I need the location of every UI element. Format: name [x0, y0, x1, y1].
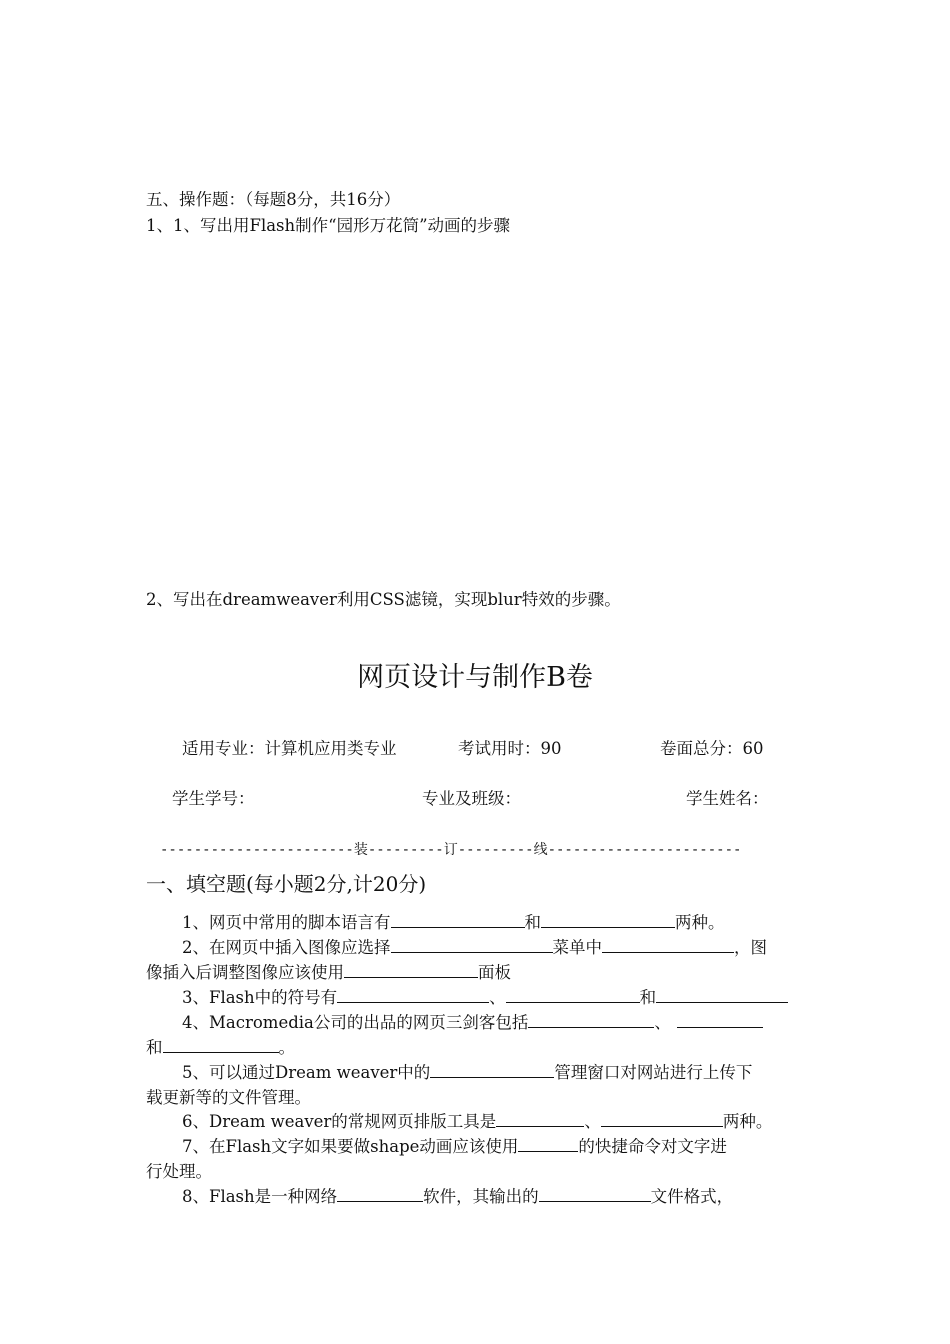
answer-blank[interactable]	[656, 986, 788, 1003]
question-3-text-c: 和	[639, 988, 657, 1007]
question-5	[182, 1061, 752, 1085]
question-8	[182, 1185, 733, 1209]
question-3	[182, 986, 788, 1010]
question-5-text-a: 5、可以通过Dream weaver中的	[182, 1063, 431, 1082]
question-8-text-a: 8、Flash是一种网络	[182, 1187, 338, 1206]
answer-blank[interactable]	[391, 911, 525, 928]
question-6-text-a: 6、Dream weaver的常规网页排版工具是	[182, 1112, 497, 1131]
question-2-text-c: ，图	[734, 938, 767, 957]
question-4	[182, 1011, 763, 1035]
question-4-text-c: 和	[146, 1038, 163, 1057]
section5-question-2: 2、写出在dreamweaver利用CSS滤镜，实现blur特效的步骤。	[146, 590, 621, 609]
answer-blank[interactable]	[337, 986, 489, 1003]
question-2	[182, 936, 767, 960]
answer-blank[interactable]	[163, 1036, 279, 1053]
answer-blank[interactable]	[391, 936, 553, 953]
question-4-continued	[146, 1036, 295, 1060]
question-4-text-a: 4、Macromedia公司的出品的网页三剑客包括	[182, 1013, 529, 1032]
question-3-text-b: 、	[489, 988, 506, 1007]
question-7	[182, 1135, 727, 1159]
section1-heading: 一、填空题(每小题2分,计20分)	[146, 872, 427, 896]
question-3-text-a: 3、Flash中的符号有	[182, 988, 338, 1007]
question-4-text-d: 。	[278, 1038, 295, 1057]
question-7-text-b: 的快捷命令对文字进	[578, 1137, 727, 1156]
question-2-text-d: 像插入后调整图像应该使用	[146, 963, 344, 982]
question-2-text-a: 2、在网页中插入图像应选择	[182, 938, 391, 957]
answer-blank[interactable]	[496, 1110, 584, 1127]
question-4-text-b: 、	[654, 1013, 671, 1032]
answer-blank[interactable]	[506, 986, 640, 1003]
student-id-label: 学生学号：	[172, 789, 255, 808]
question-1-text-c: 两种。	[675, 913, 725, 932]
answer-blank[interactable]	[601, 1110, 723, 1127]
section5-question-1: 1、1、写出用Flash制作“园形万花筒”动画的步骤	[146, 216, 511, 235]
question-2-text-e: 面板	[478, 963, 511, 982]
exam-title: 网页设计与制作B卷	[357, 662, 593, 693]
question-7-text-a: 7、在Flash文字如果要做shape动画应该使用	[182, 1137, 519, 1156]
question-2-text-b: 菜单中	[552, 938, 602, 957]
total-score-label: 卷面总分：60	[660, 739, 764, 758]
answer-blank[interactable]	[337, 1185, 423, 1202]
answer-blank[interactable]	[602, 936, 734, 953]
question-8-text-c: 文件格式，	[650, 1187, 734, 1206]
major-label: 适用专业：计算机应用类专业	[182, 739, 397, 758]
answer-blank[interactable]	[541, 911, 675, 928]
question-2-continued	[146, 961, 511, 985]
question-5-text-b: 管理窗口对网站进行上传下	[554, 1063, 753, 1082]
student-name-label: 学生姓名：	[686, 789, 769, 808]
question-7-continued: 行处理。	[146, 1162, 212, 1181]
exam-time-label: 考试用时：90	[458, 739, 562, 758]
question-6	[182, 1110, 772, 1134]
binding-line: -----------------------装---------订---------线-----------------------	[160, 842, 742, 858]
question-5-continued: 载更新等的文件管理。	[146, 1088, 311, 1107]
answer-blank[interactable]	[539, 1185, 651, 1202]
question-1-text-a: 1、网页中常用的脚本语言有	[182, 913, 391, 932]
answer-blank[interactable]	[518, 1135, 578, 1152]
answer-blank[interactable]	[677, 1011, 763, 1028]
question-1-text-b: 和	[524, 913, 541, 932]
question-8-text-b: 软件，其输出的	[423, 1187, 539, 1206]
answer-blank[interactable]	[430, 1061, 554, 1078]
question-6-text-c: 两种。	[722, 1112, 773, 1131]
question-6-text-b: 、	[584, 1112, 601, 1131]
answer-blank[interactable]	[528, 1011, 654, 1028]
answer-blank[interactable]	[344, 961, 478, 978]
question-1	[182, 911, 725, 935]
section5-header: 五、操作题：（每题8分，共16分）	[146, 190, 401, 209]
class-label: 专业及班级：	[422, 789, 521, 808]
